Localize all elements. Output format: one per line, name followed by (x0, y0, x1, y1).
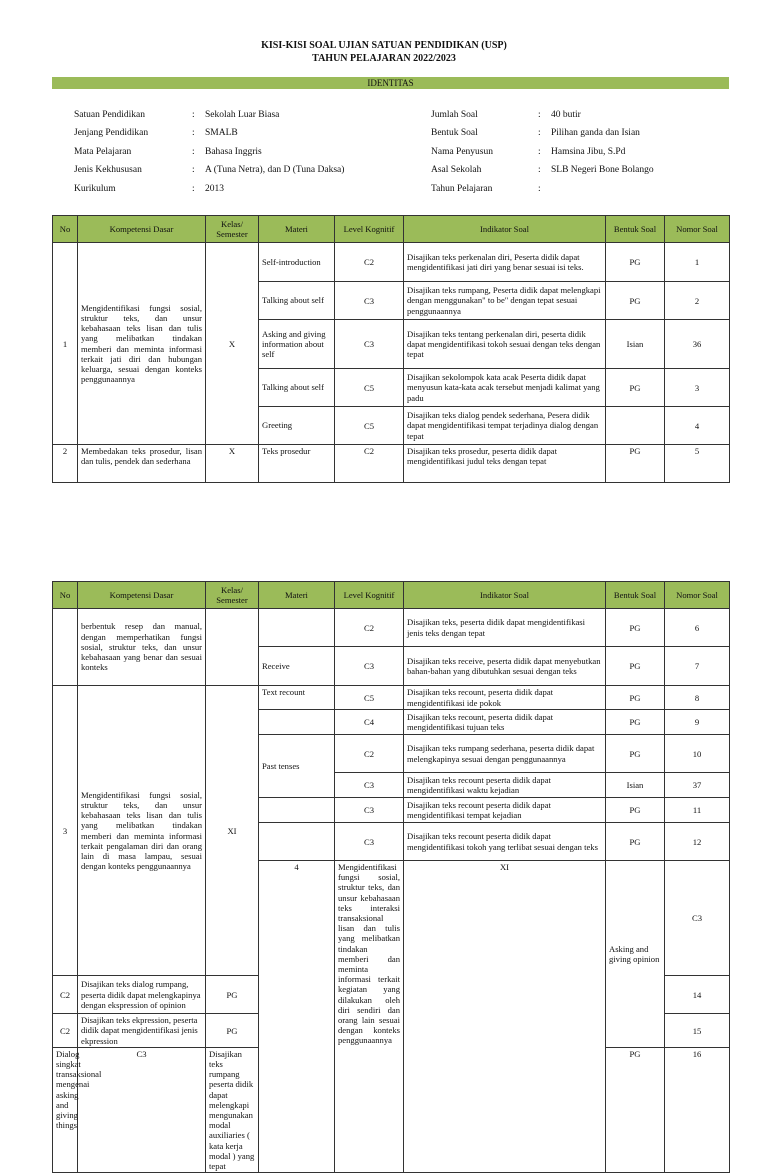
bentuk-soal: PG (606, 1047, 665, 1172)
identity-label: Asal Sekolah (431, 165, 482, 176)
level-kognitif: C2 (335, 609, 404, 647)
indikator-soal: Disajikan teks rumpang peserta didik dapat melengkapi mengunakan modal auxiliaries ( kata kerja modal ) yang tepat (206, 1047, 259, 1172)
col-header: Bentuk Soal (606, 216, 665, 243)
kelas-semester: XI (206, 686, 259, 976)
col-header: No (53, 216, 78, 243)
document-subtitle: TAHUN PELAJARAN 2022/2023 (312, 53, 456, 64)
kompetensi-dasar: Mengidentifikasi fungsi sosial, struktur teks, dan unsur kebahasaan teks lisan dan tulis yang melibatkan tindakan memberi dan meminta informasi terkait jati diri dan hubungan keluarga, sesuai dengan konteks penggunaannya (78, 243, 206, 445)
identity-right (431, 106, 654, 198)
col-header: Level Kognitif (335, 216, 404, 243)
level-kognitif: C5 (335, 407, 404, 445)
identity-value: Bahasa Inggris (205, 146, 262, 157)
level-kognitif: C3 (335, 647, 404, 686)
col-header: Materi (259, 582, 335, 609)
indikator-soal: Disajikan teks recount peserta didik dapat mengidentifikasi waktu kejadian (404, 773, 606, 798)
identity-row (74, 124, 344, 142)
col-header: Kelas/ Semester (206, 216, 259, 243)
level-kognitif: C2 (335, 445, 404, 483)
bentuk-soal (606, 407, 665, 445)
indikator-soal: Disajikan teks rumpang sederhana, peserta didik dapat melengkapinya sesuai dengan penggunaannya (404, 735, 606, 773)
level-kognitif: C3 (335, 773, 404, 798)
identity-value: SMALB (205, 128, 238, 139)
materi: Past tenses (259, 735, 335, 798)
level-kognitif: C3 (665, 861, 730, 976)
colon: : (538, 128, 541, 139)
indikator-soal: Disajikan teks recount peserta didik dapat mengidentifikasi tokoh yang terlibat sesuai dengan teks (404, 823, 606, 861)
identity-value: Hamsina Jibu, S.Pd (551, 146, 626, 157)
identity-value: Sekolah Luar Biasa (205, 110, 280, 120)
bentuk-soal: PG (606, 823, 665, 861)
identity-row (431, 180, 654, 198)
kisi-table-2 (52, 581, 730, 1173)
bentuk-soal: PG (606, 710, 665, 735)
indikator-soal: Disajikan teks dialog pendek sederhana, Pesera didik dapat mengidentifikasi tempat terjadinya dialog dengan tepat (404, 407, 606, 445)
indikator-soal: Disajikan teks recount peserta didik dapat mengidentifikasi tempat kejadian (404, 798, 606, 823)
level-kognitif: C3 (335, 320, 404, 369)
row-number: 1 (53, 243, 78, 445)
bentuk-soal: PG (606, 369, 665, 407)
identity-value: SLB Negeri Bone Bolango (551, 165, 654, 176)
kompetensi-dasar: Membedakan teks prosedur, lisan dan tulis, pendek dan sederhana (78, 445, 206, 483)
kompetensi-dasar: berbentuk resep dan manual, dengan memperhatikan fungsi sosial, struktur teks, dan unsur kebahasaan yang benar dan sesuai konteks (78, 609, 206, 686)
table-row (53, 243, 730, 282)
nomor-soal: 16 (665, 1047, 730, 1172)
level-kognitif: C4 (335, 710, 404, 735)
bentuk-soal: PG (606, 798, 665, 823)
nomor-soal: 12 (665, 823, 730, 861)
kelas-semester: XI (404, 861, 606, 1173)
col-header: Bentuk Soal (606, 582, 665, 609)
nomor-soal: 11 (665, 798, 730, 823)
indikator-soal: Disajikan sekolompok kata acak Peserta didik dapat menyusun kata-kata acak tersebut menjadi kalimat yang padu (404, 369, 606, 407)
col-header: Indikator Soal (404, 216, 606, 243)
identity-label: Bentuk Soal (431, 128, 478, 139)
indikator-soal: Disajikan teks rumpang, Peserta didik dapat melengkapi dengan menggunakan" to be" dengan tepat sesuai penggunaannya (404, 282, 606, 320)
identity-label: Jenis Kekhususan (74, 165, 142, 176)
identity-row (431, 143, 654, 161)
table-header-row (53, 582, 730, 609)
bentuk-soal: PG (606, 686, 665, 710)
identity-label: Satuan Pendidikan (74, 110, 145, 120)
indikator-soal: Disajikan teks recount, peserta didik dapat mengidentifikasi tujuan teks (404, 710, 606, 735)
col-header: Kompetensi Dasar (78, 216, 206, 243)
bentuk-soal: PG (606, 282, 665, 320)
kisi-table-1 (52, 215, 730, 483)
colon: : (192, 146, 195, 157)
table-row (53, 445, 730, 483)
identity-label: Jumlah Soal (431, 110, 478, 120)
level-kognitif: C5 (335, 369, 404, 407)
nomor-soal: 36 (665, 320, 730, 369)
materi: Asking and giving opinion (606, 861, 665, 1048)
materi: Teks prosedur (259, 445, 335, 483)
nomor-soal: 8 (665, 686, 730, 710)
col-header: Kelas/ Semester (206, 582, 259, 609)
indikator-soal: Disajikan teks dialog rumpang, peserta didik dapat melengkapinya dengan ekspression of opinion (78, 976, 206, 1014)
nomor-soal: 10 (665, 735, 730, 773)
kelas-semester (206, 609, 259, 686)
table-header-row (53, 216, 730, 243)
bentuk-soal: PG (606, 243, 665, 282)
identity-left (74, 106, 344, 198)
kompetensi-dasar: Mengidentifikasi fungsi sosial, struktur teks, dan unsur kebahasaan teks interaksi transaksional lisan dan tulis yang melibatkan tindakan memberi dan meminta informasi terkait kegiatan yang dilakukan oleh diri sendiri dan orang lain sesuai dengan konteks penggunaannya (335, 861, 404, 1173)
colon: : (538, 165, 541, 176)
nomor-soal: 6 (665, 609, 730, 647)
identity-row (74, 161, 344, 179)
materi: Self-introduction (259, 243, 335, 282)
materi: Asking and giving information about self (259, 320, 335, 369)
indikator-soal: Disajikan teks, peserta didik dapat mengidentifikasi jenis teks dengan tepat (404, 609, 606, 647)
level-kognitif: C2 (335, 243, 404, 282)
kelas-semester: X (206, 445, 259, 483)
col-header: Materi (259, 216, 335, 243)
nomor-soal: 15 (665, 1014, 730, 1048)
table-row (53, 686, 730, 710)
identity-row (74, 143, 344, 161)
indikator-soal: Disajikan teks receive, peserta didik dapat menyebutkan bahan-bahan yang dibutuhkan sesuai dengan teks (404, 647, 606, 686)
materi: Talking about self (259, 282, 335, 320)
materi (259, 710, 335, 735)
identity-value: A (Tuna Netra), dan D (Tuna Daksa) (205, 165, 345, 176)
colon: : (192, 110, 195, 120)
row-number: 2 (53, 445, 78, 483)
materi: Talking about self (259, 369, 335, 407)
level-kognitif: C2 (335, 735, 404, 773)
level-kognitif: C2 (53, 976, 78, 1014)
materi (259, 823, 335, 861)
identity-row (74, 180, 344, 198)
identity-label: Mata Pelajaran (74, 146, 132, 157)
materi: Receive (259, 647, 335, 686)
materi (259, 798, 335, 823)
identity-value: Pilihan ganda dan Isian (551, 128, 640, 139)
nomor-soal: 9 (665, 710, 730, 735)
colon: : (538, 110, 541, 120)
identity-row (431, 124, 654, 142)
bentuk-soal: Isian (606, 773, 665, 798)
row-number: 4 (259, 861, 335, 1173)
level-kognitif: C3 (78, 1047, 206, 1172)
materi: Text recount (259, 686, 335, 710)
kelas-semester: X (206, 243, 259, 445)
level-kognitif: C3 (335, 823, 404, 861)
indikator-soal: Disajikan teks tentang perkenalan diri, peserta didik dapat mengidentifikasi tokoh sesuai dengan teks dengan tepat (404, 320, 606, 369)
indikator-soal: Disajikan teks recount, peserta didik dapat mengidentifikasi ide pokok (404, 686, 606, 710)
nomor-soal: 7 (665, 647, 730, 686)
nomor-soal: 3 (665, 369, 730, 407)
col-header: Level Kognitif (335, 582, 404, 609)
nomor-soal: 14 (665, 976, 730, 1014)
identity-row (74, 106, 344, 124)
colon: : (192, 165, 195, 176)
row-number: 3 (53, 686, 78, 976)
identity-label: Jenjang Pendidikan (74, 128, 149, 139)
bentuk-soal: PG (606, 735, 665, 773)
col-header: Indikator Soal (404, 582, 606, 609)
indikator-soal: Disajikan teks ekpression, peserta didik dapat mengidentifikasi jenis ekpression (78, 1014, 206, 1048)
level-kognitif: C2 (53, 1014, 78, 1048)
col-header: Kompetensi Dasar (78, 582, 206, 609)
row-number (53, 609, 78, 686)
colon: : (192, 183, 195, 194)
nomor-soal: 5 (665, 445, 730, 483)
colon: : (192, 128, 195, 139)
col-header: Nomor Soal (665, 216, 730, 243)
materi: Greeting (259, 407, 335, 445)
bentuk-soal: PG (606, 445, 665, 483)
bentuk-soal: PG (606, 609, 665, 647)
level-kognitif: C3 (335, 798, 404, 823)
nomor-soal: 2 (665, 282, 730, 320)
identitas-bar: IDENTITAS (52, 77, 729, 89)
identity-value: 40 butir (551, 110, 581, 120)
bentuk-soal: PG (606, 647, 665, 686)
indikator-soal: Disajikan teks prosedur, peserta didik dapat mengidentifikasi judul teks dengan tepat (404, 445, 606, 483)
identity-label: Kurikulum (74, 183, 116, 194)
bentuk-soal: PG (206, 976, 259, 1014)
identity-row (431, 106, 654, 124)
level-kognitif: C3 (335, 282, 404, 320)
identity-value: 2013 (205, 183, 224, 194)
identity-row (431, 161, 654, 179)
colon: : (538, 183, 541, 194)
materi: Dialog singkat transaksional mengenai asking and giving things (53, 1047, 78, 1172)
colon: : (538, 146, 541, 157)
table-row (53, 609, 730, 647)
document-title: KISI-KISI SOAL UJIAN SATUAN PENDIDIKAN (USP) (261, 40, 507, 51)
nomor-soal: 37 (665, 773, 730, 798)
level-kognitif: C5 (335, 686, 404, 710)
nomor-soal: 4 (665, 407, 730, 445)
identity-label: Tahun Pelajaran (431, 183, 493, 194)
materi (259, 609, 335, 647)
nomor-soal: 1 (665, 243, 730, 282)
identity-label: Nama Penyusun (431, 146, 494, 157)
bentuk-soal: PG (206, 1014, 259, 1048)
kompetensi-dasar: Mengidentifikasi fungsi sosial, struktur teks, dan unsur kebahasaan teks lisan dan tulis yang melibatkan tindakan memberi dan meminta informasi terkait pengalaman diri dan orang lain di masa lampau, sesuai dengan konteks penggunaannya (78, 686, 206, 976)
col-header: No (53, 582, 78, 609)
col-header: Nomor Soal (665, 582, 730, 609)
bentuk-soal: Isian (606, 320, 665, 369)
indikator-soal: Disajikan teks perkenalan diri, Peserta didik dapat mengidentifikasi jati diri yang benar sesuai isi teks. (404, 243, 606, 282)
